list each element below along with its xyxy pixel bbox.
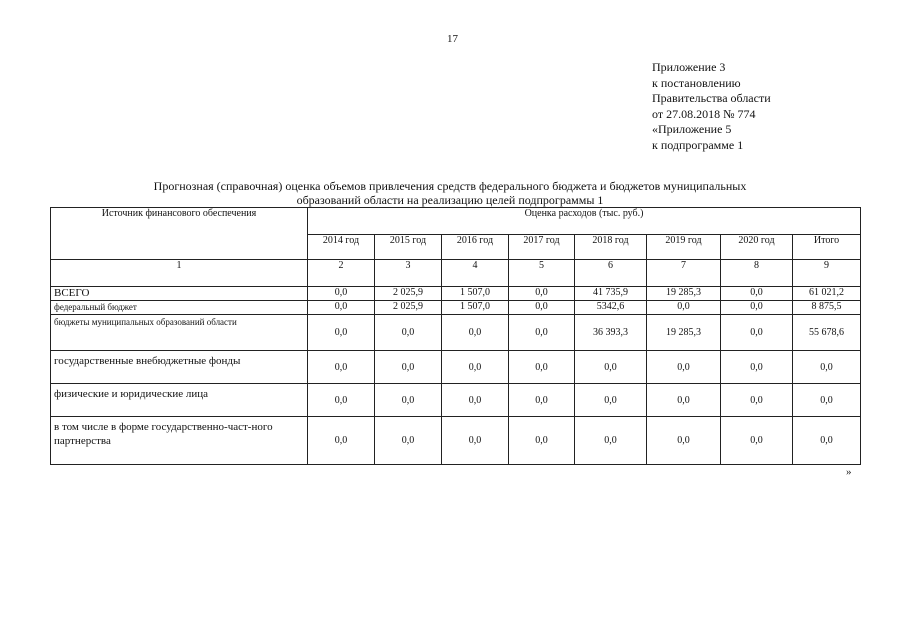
table-cell: 0,0: [375, 315, 442, 351]
appendix-line: Правительства области: [652, 91, 771, 105]
row-label: физические и юридические лица: [51, 384, 308, 417]
table-cell: 0,0: [721, 384, 793, 417]
column-number: 4: [442, 260, 509, 287]
table-cell: 0,0: [308, 351, 375, 384]
source-header: Источник финансового обеспечения: [51, 208, 308, 260]
table-cell: 0,0: [793, 417, 861, 465]
row-label: в том числе в форме государственно-част-ного партнерства: [51, 417, 308, 465]
table-cell: 0,0: [308, 384, 375, 417]
table-cell: 0,0: [721, 351, 793, 384]
table-cell: 0,0: [721, 417, 793, 465]
table-cell: 0,0: [509, 384, 575, 417]
row-label: ВСЕГО: [51, 287, 308, 301]
appendix-line: «Приложение 5: [652, 122, 732, 136]
table-cell: 36 393,3: [575, 315, 647, 351]
row-label: федеральный бюджет: [51, 301, 308, 315]
year-header: 2019 год: [647, 235, 721, 260]
table-cell: 5342,6: [575, 301, 647, 315]
table-cell: 55 678,6: [793, 315, 861, 351]
table-cell: 2 025,9: [375, 287, 442, 301]
column-number: 6: [575, 260, 647, 287]
table-cell: 0,0: [442, 384, 509, 417]
table-row-public-private-partnership: [51, 417, 861, 465]
closing-quote: »: [846, 466, 852, 478]
table-cell: 0,0: [647, 301, 721, 315]
table-header-row: [51, 208, 861, 235]
table-cell: 0,0: [442, 417, 509, 465]
table-cell: 0,0: [575, 384, 647, 417]
table-row-total: [51, 287, 861, 301]
table-cell: 0,0: [721, 287, 793, 301]
table-cell: 0,0: [375, 384, 442, 417]
table-cell: 0,0: [721, 301, 793, 315]
funding-table: [50, 207, 861, 465]
estimate-header: Оценка расходов (тыс. руб.): [308, 208, 861, 235]
appendix-line: Приложение 3: [652, 60, 726, 74]
year-header: 2018 год: [575, 235, 647, 260]
appendix-line: от 27.08.2018 № 774: [652, 106, 756, 121]
row-label: государственные внебюджетные фонды: [51, 351, 308, 384]
table-cell: 1 507,0: [442, 301, 509, 315]
table-cell: 8 875,5: [793, 301, 861, 315]
table-cell: 0,0: [793, 351, 861, 384]
table-cell: 0,0: [442, 315, 509, 351]
year-header: 2015 год: [375, 235, 442, 260]
table-cell: 2 025,9: [375, 301, 442, 315]
table-cell: 0,0: [308, 287, 375, 301]
table-cell: 0,0: [308, 315, 375, 351]
table-cell: 1 507,0: [442, 287, 509, 301]
table-cell: 0,0: [575, 417, 647, 465]
document-title-line-1: Прогнозная (справочная) оценка объемов привлечения средств федерального бюджета и бюджетов муниципальных: [153, 179, 747, 193]
column-number-row: [51, 260, 861, 287]
year-header: 2017 год: [509, 235, 575, 260]
column-number: 9: [793, 260, 861, 287]
table-row-municipal-budgets: [51, 315, 861, 351]
table-row-individuals-and-legal-entities: [51, 384, 861, 417]
column-number: 2: [308, 260, 375, 287]
table-cell: 0,0: [647, 384, 721, 417]
table-cell: 19 285,3: [647, 287, 721, 301]
row-label: бюджеты муниципальных образований области: [51, 315, 308, 351]
table-cell: 0,0: [442, 351, 509, 384]
table-cell: 0,0: [375, 417, 442, 465]
table-cell: 0,0: [509, 351, 575, 384]
table-cell: 0,0: [721, 315, 793, 351]
table-cell: 0,0: [308, 301, 375, 315]
appendix-line: к постановлению: [652, 75, 741, 90]
table-cell: 19 285,3: [647, 315, 721, 351]
table-cell: 0,0: [375, 351, 442, 384]
year-header: 2020 год: [721, 235, 793, 260]
table-cell: 0,0: [793, 384, 861, 417]
column-number: 3: [375, 260, 442, 287]
appendix-block: [652, 60, 771, 153]
table-cell: 0,0: [509, 301, 575, 315]
column-number: 7: [647, 260, 721, 287]
year-header: 2016 год: [442, 235, 509, 260]
page-number: 17: [447, 33, 458, 45]
document-title: [70, 179, 830, 207]
appendix-line: к подпрограмме 1: [652, 137, 744, 152]
table-cell: 0,0: [647, 417, 721, 465]
table-cell: 41 735,9: [575, 287, 647, 301]
table-cell: 0,0: [647, 351, 721, 384]
table-cell: 0,0: [509, 315, 575, 351]
year-header: 2014 год: [308, 235, 375, 260]
table-cell: 0,0: [509, 417, 575, 465]
table-cell: 61 021,2: [793, 287, 861, 301]
column-number: 1: [51, 260, 308, 287]
table-row-federal-budget: [51, 301, 861, 315]
table-cell: 0,0: [308, 417, 375, 465]
total-header: Итого: [793, 235, 861, 260]
table-row-extrabudgetary-funds: [51, 351, 861, 384]
column-number: 8: [721, 260, 793, 287]
document-title-line-2: образований области на реализацию целей подпрограммы 1: [296, 193, 604, 207]
table-cell: 0,0: [575, 351, 647, 384]
column-number: 5: [509, 260, 575, 287]
table-cell: 0,0: [509, 287, 575, 301]
